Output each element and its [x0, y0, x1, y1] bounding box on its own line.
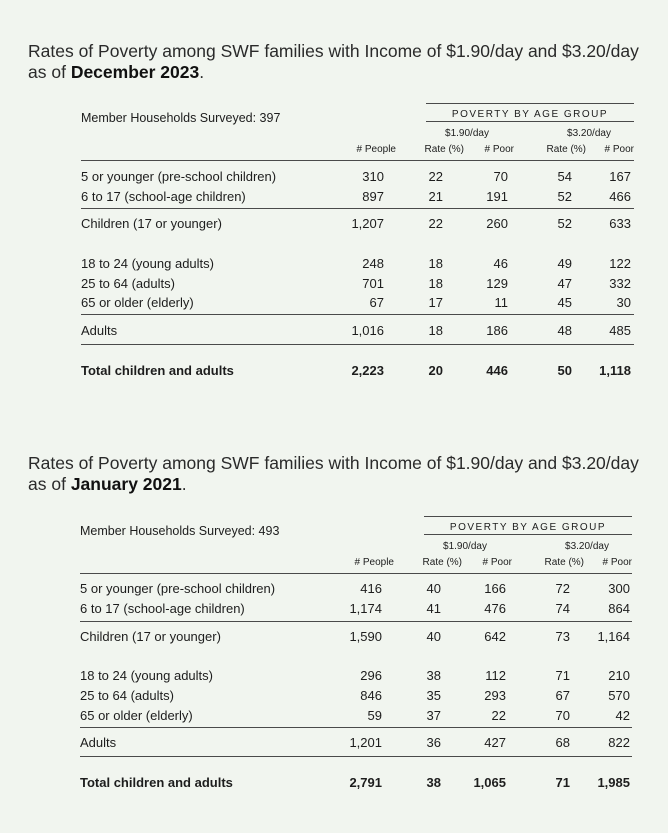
poor2-value: 864 [608, 601, 630, 616]
title-suffix: . [199, 62, 205, 82]
row-label: Children (17 or younger) [80, 629, 221, 644]
rate1-value: 17 [428, 295, 443, 310]
rate1-value: 40 [426, 629, 441, 644]
row-label: 18 to 24 (young adults) [80, 668, 213, 683]
header-mid-rule [426, 121, 634, 122]
rate1-rate-col-header: Rate (%) [424, 144, 464, 155]
rate1-value: 22 [428, 169, 443, 184]
poor1-value: 11 [494, 295, 508, 310]
rate1-value: 38 [426, 668, 441, 683]
row-label: 18 to 24 (young adults) [81, 256, 214, 271]
rate2-value: 67 [555, 688, 570, 703]
rate1-header: $1.90/day [445, 128, 489, 139]
row-divider [81, 344, 634, 345]
header-bottom-rule [80, 573, 632, 574]
rate1-value: 35 [426, 688, 441, 703]
title-prefix: Rates of Poverty among SWF families with Income of $1.90/day and $3.20/day as of [28, 453, 639, 494]
poor1-value: 191 [486, 189, 508, 204]
poor1-value: 112 [485, 668, 506, 683]
poor2-value: 30 [616, 295, 631, 310]
poor2-value: 1,164 [597, 629, 630, 644]
title-date: December 2023 [70, 62, 200, 82]
poor2-value: 210 [608, 668, 630, 683]
row-label: Total children and adults [80, 775, 233, 790]
people-value: 248 [362, 256, 384, 271]
poor2-value: 570 [608, 688, 630, 703]
row-divider [81, 208, 634, 209]
poor2-value: 485 [609, 323, 631, 338]
poor1-value: 1,065 [473, 775, 506, 790]
row-label: Children (17 or younger) [81, 216, 222, 231]
poor1-value: 70 [493, 169, 508, 184]
poor2-value: 42 [615, 708, 630, 723]
poverty-table [0, 100, 668, 420]
rate2-value: 47 [557, 276, 572, 291]
people-value: 701 [362, 276, 384, 291]
title-suffix: . [181, 474, 187, 494]
rate1-value: 36 [426, 735, 441, 750]
rate1-value: 41 [426, 601, 441, 616]
section-title [28, 453, 648, 495]
poor1-value: 293 [484, 688, 506, 703]
row-label: 6 to 17 (school-age children) [81, 189, 246, 204]
rate2-value: 73 [555, 629, 570, 644]
poor2-value: 300 [608, 581, 630, 596]
poor1-value: 260 [486, 216, 508, 231]
rate2-value: 74 [555, 601, 570, 616]
people-value: 296 [360, 668, 382, 683]
rate2-value: 52 [557, 216, 572, 231]
poor2-value: 122 [609, 256, 631, 271]
section-title [28, 41, 648, 83]
rate1-value: 21 [428, 189, 443, 204]
row-divider [80, 621, 632, 622]
rate1-value: 18 [428, 256, 443, 271]
rate1-value: 20 [428, 363, 443, 378]
poor1-value: 642 [484, 629, 506, 644]
row-label: Total children and adults [81, 363, 234, 378]
people-col-header: # People [356, 144, 396, 155]
people-value: 2,223 [351, 363, 384, 378]
row-label: 65 or older (elderly) [80, 708, 193, 723]
households-surveyed: Member Households Surveyed: 493 [80, 524, 280, 538]
rate1-rate-col-header: Rate (%) [422, 557, 462, 568]
poor2-value: 1,118 [599, 363, 631, 378]
rate1-header: $1.90/day [443, 541, 487, 552]
people-value: 1,201 [349, 735, 382, 750]
row-divider [81, 314, 634, 315]
rate2-header: $3.20/day [565, 541, 609, 552]
rate1-value: 38 [426, 775, 441, 790]
header-mid-rule [424, 534, 632, 535]
header-top-rule [426, 103, 634, 104]
rate2-value: 49 [557, 256, 572, 271]
people-value: 846 [360, 688, 382, 703]
poor2-value: 167 [609, 169, 631, 184]
rate1-value: 40 [426, 581, 441, 596]
title-date: January 2021 [70, 474, 182, 494]
poor1-value: 22 [491, 708, 506, 723]
poor1-value: 46 [493, 256, 508, 271]
poor1-value: 446 [486, 363, 508, 378]
rate2-value: 71 [555, 775, 570, 790]
header-bottom-rule [81, 160, 634, 161]
rate2-poor-col-header: # Poor [602, 557, 632, 568]
people-value: 1,590 [349, 629, 382, 644]
people-col-header: # People [354, 557, 394, 568]
people-value: 67 [369, 295, 384, 310]
row-label: 5 or younger (pre-school children) [80, 581, 276, 596]
row-label: 65 or older (elderly) [81, 295, 194, 310]
rate2-value: 72 [555, 581, 570, 596]
rate2-value: 70 [555, 708, 570, 723]
people-value: 1,207 [351, 216, 384, 231]
poor1-value: 427 [484, 735, 506, 750]
poor1-value: 186 [486, 323, 508, 338]
poor2-value: 822 [608, 735, 630, 750]
rate2-poor-col-header: # Poor [604, 144, 634, 155]
row-label: Adults [80, 735, 117, 750]
row-label: 6 to 17 (school-age children) [80, 601, 245, 616]
poor1-value: 476 [484, 601, 506, 616]
rate1-value: 18 [428, 276, 443, 291]
people-value: 2,791 [349, 775, 382, 790]
rate2-rate-col-header: Rate (%) [544, 557, 584, 568]
rate2-value: 52 [557, 189, 572, 204]
people-value: 59 [367, 708, 382, 723]
rate2-value: 48 [557, 323, 572, 338]
rate2-value: 71 [555, 668, 570, 683]
poor2-value: 466 [609, 189, 631, 204]
people-value: 310 [362, 169, 384, 184]
rate2-value: 50 [557, 363, 572, 378]
poor2-value: 332 [609, 276, 631, 291]
title-prefix: Rates of Poverty among SWF families with Income of $1.90/day and $3.20/day as of [28, 41, 639, 82]
row-divider [80, 756, 632, 757]
people-value: 1,174 [349, 601, 382, 616]
rate2-rate-col-header: Rate (%) [546, 144, 586, 155]
poor2-value: 633 [609, 216, 631, 231]
poverty-by-age-group-header: POVERTY BY AGE GROUP [451, 109, 609, 120]
households-surveyed: Member Households Surveyed: 397 [81, 111, 281, 125]
row-label: 5 or younger (pre-school children) [81, 169, 277, 184]
header-top-rule [424, 516, 632, 517]
rate2-value: 68 [555, 735, 570, 750]
row-label: Adults [81, 323, 118, 338]
rate1-poor-col-header: # Poor [484, 144, 514, 155]
rate1-value: 18 [428, 323, 443, 338]
row-divider [80, 727, 632, 728]
rate2-header: $3.20/day [567, 128, 611, 139]
rate1-value: 37 [426, 708, 441, 723]
poor2-value: 1,985 [597, 775, 630, 790]
people-value: 897 [362, 189, 384, 204]
rate2-value: 54 [557, 169, 572, 184]
rate1-poor-col-header: # Poor [482, 557, 512, 568]
poverty-table [0, 513, 668, 833]
poor1-value: 129 [486, 276, 508, 291]
rate2-value: 45 [557, 295, 572, 310]
poor1-value: 166 [484, 581, 506, 596]
row-label: 25 to 64 (adults) [80, 688, 174, 703]
row-label: 25 to 64 (adults) [81, 276, 175, 291]
people-value: 416 [360, 581, 382, 596]
poverty-by-age-group-header: POVERTY BY AGE GROUP [449, 522, 607, 533]
people-value: 1,016 [351, 323, 384, 338]
rate1-value: 22 [428, 216, 443, 231]
